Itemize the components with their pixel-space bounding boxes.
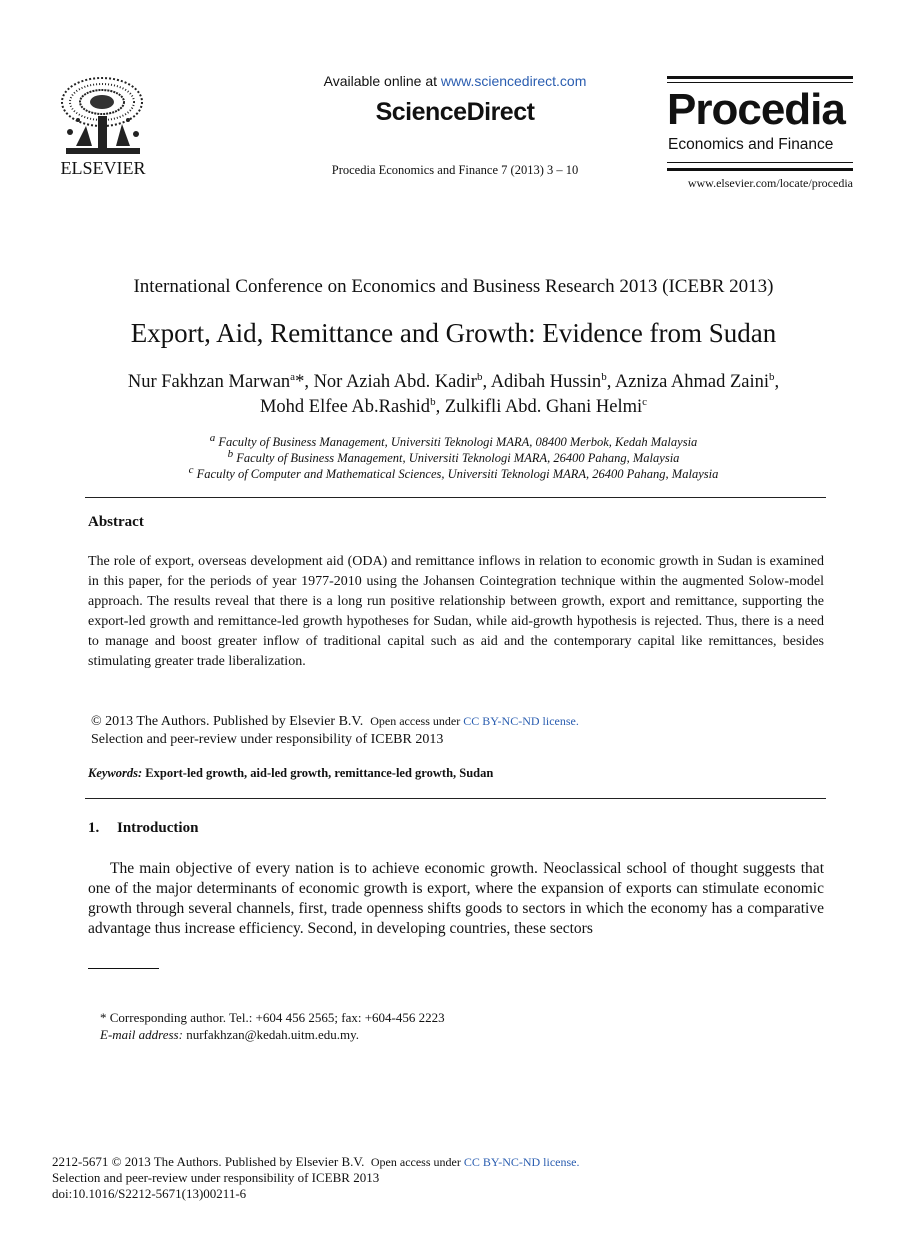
affiliation-mark: b (227, 447, 234, 460)
elsevier-tree-logo (56, 76, 150, 158)
sciencedirect-logo: ScienceDirect (375, 98, 535, 126)
procedia-rule-top-thin (667, 82, 853, 83)
author-name: Nur Fakhzan Marwan (127, 372, 291, 392)
footer-issn-line (52, 1154, 580, 1170)
author-line-2 (0, 397, 907, 418)
author-separator: , (606, 372, 615, 392)
corresponding-author-footnote: * Corresponding author. Tel.: +604 456 2565; fax: +604-456 2223 (100, 1010, 445, 1025)
procedia-rule-top-thick (667, 76, 853, 79)
available-online (220, 73, 690, 89)
footer-doi[interactable]: doi:10.1016/S2212-5671(13)00211-6 (52, 1186, 247, 1201)
procedia-logo: Procedia (667, 85, 845, 134)
procedia-subtitle: Economics and Finance (668, 136, 834, 153)
affiliation-text: Faculty of Business Management, Universiti Teknologi MARA, 26400 Pahang, Malaysia (233, 451, 680, 465)
footnote-rule (88, 968, 159, 969)
abstract-heading: Abstract (88, 514, 144, 530)
keywords-line (88, 766, 493, 781)
author-separator: *, (295, 372, 314, 392)
author-affiliation-mark: b (430, 395, 436, 408)
keywords-list: Export-led growth, aid-led growth, remittance-led growth, Sudan (142, 766, 494, 780)
journal-url[interactable]: www.elsevier.com/locate/procedia (687, 176, 853, 190)
author-separator: , (482, 372, 491, 392)
section-title: Introduction (117, 820, 199, 836)
author-affiliation-mark: b (601, 370, 607, 383)
section-number: 1. (88, 820, 100, 836)
affiliation-b (0, 447, 907, 466)
email-footnote (100, 1027, 359, 1043)
author-name: Azniza Ahmad Zaini (614, 372, 770, 392)
author-name: Nor Aziah Abd. Kadir (313, 372, 477, 392)
footer-open-access-prefix: Open access under (370, 1155, 464, 1169)
author-name: Mohd Elfee Ab.Rashid (259, 397, 431, 417)
author-affiliation-mark: b (769, 370, 775, 383)
footer-peer-review: Selection and peer-review under responsibility of ICEBR 2013 (52, 1170, 380, 1185)
affiliation-text: Faculty of Business Management, Universiti Teknologi MARA, 08400 Merbok, Kedah Malaysia (215, 435, 698, 449)
procedia-rule-bottom-thin (667, 162, 853, 163)
procedia-rule-bottom-thick (667, 168, 853, 171)
email-label: E-mail address: (100, 1027, 183, 1042)
footer-issn: 2212-5671 © 2013 The Authors. Published by Elsevier B.V. (52, 1154, 365, 1169)
email-address[interactable]: nurfakhzan@kedah.uitm.edu.my. (182, 1027, 360, 1042)
author-separator: , (435, 397, 445, 417)
article-title: Export, Aid, Remittance and Growth: Evidence from Sudan (130, 318, 777, 348)
abstract-rule-bottom (85, 798, 826, 799)
available-prefix: Available online at (323, 73, 441, 89)
elsevier-wordmark: ELSEVIER (60, 158, 146, 178)
affiliation-mark: a (209, 431, 216, 444)
conference-name: International Conference on Economics and Business Research 2013 (ICEBR 2013) (133, 276, 774, 297)
author-affiliation-mark: b (476, 370, 483, 383)
copyright-text: © 2013 The Authors. Published by Elsevier B.V. (91, 714, 364, 729)
license-link[interactable]: CC BY-NC-ND license. (463, 714, 579, 728)
author-affiliation-mark: a (290, 370, 296, 383)
abstract-body: The role of export, overseas development aid (ODA) and remittance inflows in relation to economic growth in Sudan is examined in this paper, for the periods of year 1977-2010 using the Johansen Cointegration technique within the augmented Solow-model approach. The results reveal that there is a long run positive relationship between growth, export and remittance, supporting the export-led growth and remittance-led growth hypotheses for Sudan, while aid-growth hypothesis is rejected. Thus, there is a need to manage and boost greater inflow of traditional capital such as aid and the contemporary capital like remittances, besides stimulating greater trade liberalization. (88, 554, 824, 669)
peer-review-line: Selection and peer-review under responsibility of ICEBR 2013 (91, 732, 444, 747)
affiliation-a (0, 431, 907, 450)
copyright-line (91, 714, 579, 730)
author-name: Adibah Hussin (490, 372, 602, 392)
introduction-text: The main objective of every nation is to achieve economic growth. Neoclassical school of thought suggests that one of the major determinants of economic growth is export, where the expansion of exports can stimulate economic growth through several channels, first, trade openness shifts goods to sectors in which the economy has a comparative advantage thus increase efficiency. Second, in developing countries, these sectors (88, 860, 824, 937)
author-line-1 (0, 372, 907, 393)
affiliation-c (0, 463, 907, 482)
keywords-label: Keywords: (88, 766, 143, 780)
affiliation-text: Faculty of Computer and Mathematical Sciences, Universiti Teknologi MARA, 26400 Pahang, Malaysia (193, 467, 719, 481)
abstract-rule-top (85, 497, 826, 498)
open-access-prefix: Open access under (370, 714, 464, 728)
section-heading-introduction (88, 820, 198, 837)
footer-license-link[interactable]: CC BY-NC-ND license. (463, 1155, 580, 1169)
journal-reference: Procedia Economics and Finance 7 (2013) 3 – 10 (331, 163, 579, 177)
sciencedirect-link[interactable]: www.sciencedirect.com (440, 73, 587, 89)
affiliation-mark: c (188, 463, 194, 476)
author-name: Zulkifli Abd. Ghani Helmi (444, 397, 643, 417)
author-affiliation-mark: c (642, 395, 648, 408)
introduction-paragraph (88, 859, 824, 939)
author-separator: , (774, 372, 780, 392)
